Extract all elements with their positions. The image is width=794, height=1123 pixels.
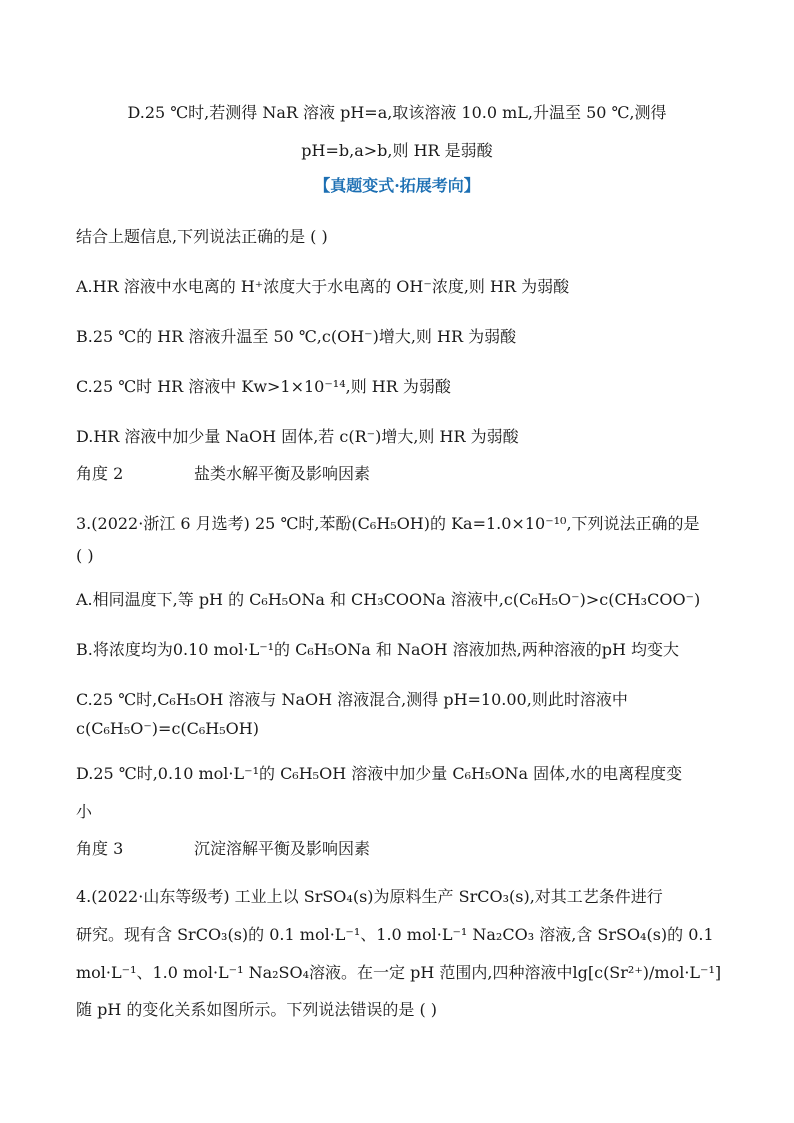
question-stem: 结合上题信息,下列说法正确的是 ( )	[76, 227, 328, 246]
q3-option-b: B.将浓度均为0.10 mol·L⁻¹的 C₆H₅ONa 和 NaOH 溶液加热,两种溶液的pH 均变大	[76, 640, 680, 659]
q3-stem-line1: 3.(2022·浙江 6 月选考) 25 ℃时,苯酚(C₆H₅OH)的 Ka=1.0×10⁻¹⁰,下列说法正确的是	[76, 514, 700, 533]
option-c: C.25 ℃时 HR 溶液中 Kw>1×10⁻¹⁴,则 HR 为弱酸	[76, 377, 451, 396]
q4-line1: 4.(2022·山东等级考) 工业上以 SrSO₄(s)为原料生产 SrCO₃(s),对其工艺条件进行	[76, 887, 663, 906]
option-a: A.HR 溶液中水电离的 H⁺浓度大于水电离的 OH⁻浓度,则 HR 为弱酸	[76, 277, 570, 296]
angle-3-heading	[76, 838, 370, 860]
q3-option-d-line1: D.25 ℃时,0.10 mol·L⁻¹的 C₆H₅OH 溶液中加少量 C₆H₅ONa 固体,水的电离程度变	[76, 764, 683, 783]
angle-2-title: 盐类水解平衡及影响因素	[194, 464, 371, 483]
prev-option-d-line2: pH=b,a>b,则 HR 是弱酸	[301, 141, 493, 160]
option-b: B.25 ℃的 HR 溶液升温至 50 ℃,c(OH⁻)增大,则 HR 为弱酸	[76, 327, 517, 346]
q4-line4: 随 pH 的变化关系如图所示。下列说法错误的是 ( )	[76, 1000, 438, 1019]
q4-line3: mol·L⁻¹、1.0 mol·L⁻¹ Na₂SO₄溶液。在一定 pH 范围内,四种溶液中lg[c(Sr²⁺)/mol·L⁻¹]	[76, 963, 722, 982]
prev-option-d-line1: D.25 ℃时,若测得 NaR 溶液 pH=a,取该溶液 10.0 mL,升温至 50 ℃,测得	[127, 103, 667, 122]
angle-3-title: 沉淀溶解平衡及影响因素	[194, 839, 371, 858]
angle-2-number: 角度 2	[76, 464, 124, 483]
q3-option-a: A.相同温度下,等 pH 的 C₆H₅ONa 和 CH₃COONa 溶液中,c(C₆H₅O⁻)>c(CH₃COO⁻)	[76, 590, 701, 609]
q4-line2: 研究。现有含 SrCO₃(s)的 0.1 mol·L⁻¹、1.0 mol·L⁻¹ Na₂CO₃ 溶液,含 SrSO₄(s)的 0.1	[76, 925, 714, 944]
angle-2-heading	[76, 463, 370, 485]
q3-option-c-line2: c(C₆H₅O⁻)=c(C₆H₅OH)	[76, 719, 259, 738]
section-title: 【真题变式·拓展考向】	[314, 176, 480, 195]
q3-stem-line2: ( )	[76, 546, 94, 565]
option-d: D.HR 溶液中加少量 NaOH 固体,若 c(R⁻)增大,则 HR 为弱酸	[76, 427, 519, 446]
q3-option-d-line2: 小	[76, 802, 93, 821]
angle-3-number: 角度 3	[76, 839, 124, 858]
q3-option-c-line1: C.25 ℃时,C₆H₅OH 溶液与 NaOH 溶液混合,测得 pH=10.00,则此时溶液中	[76, 690, 628, 709]
